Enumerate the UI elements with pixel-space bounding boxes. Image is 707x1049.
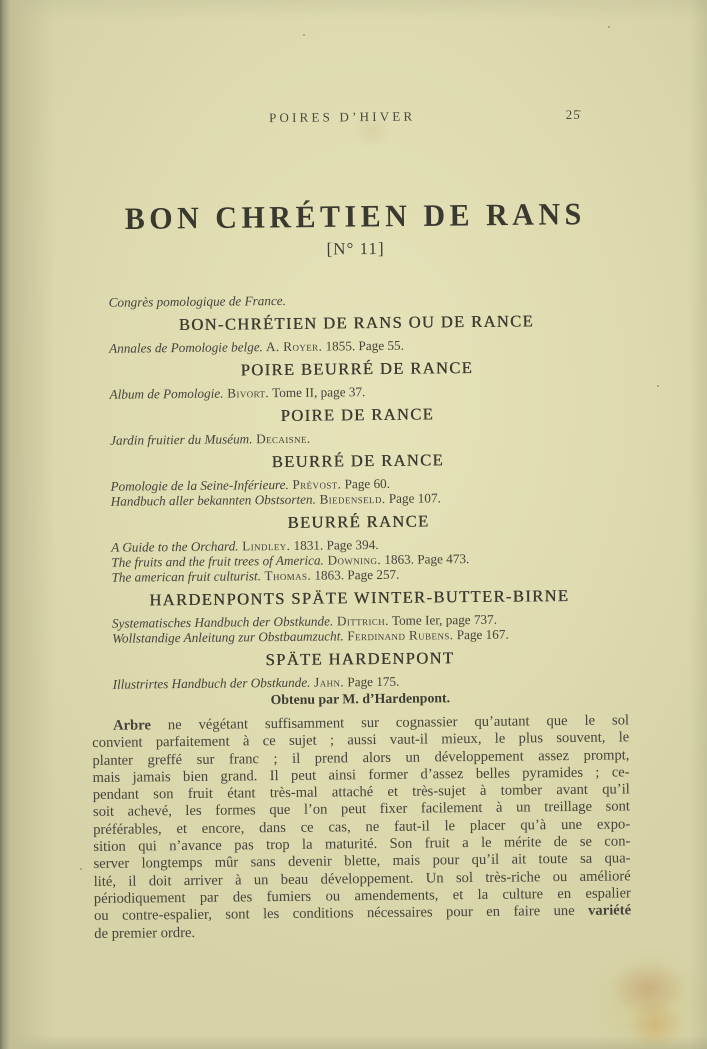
variety-title: BON CHRÉTIEN DE RANS	[124, 197, 586, 237]
synonym-heading: BEURRÉ RANCE	[287, 511, 430, 532]
text-segment: Dittrich.	[333, 612, 389, 629]
text-segment: 1863. Page 257.	[311, 566, 400, 583]
text-segment: variété	[588, 902, 632, 920]
text-segment: The fruits and the fruit trees of America.	[111, 552, 324, 570]
text-segment: soit achevé, les formes que l’on peut fixer facilement à un treillage sont	[92, 798, 631, 821]
text-segment: Biedenseld.	[315, 490, 386, 507]
text-segment: Page 167.	[453, 626, 509, 643]
synonym-heading: BON-CHRÉTIEN DE RANS OU DE RANCE	[178, 311, 535, 335]
text-segment: Pomologie de la Seine-Inférieure.	[110, 476, 289, 494]
synonym-heading: POIRE BEURRÉ DE RANCE	[240, 357, 474, 380]
text-segment: Thomas.	[260, 567, 312, 584]
synonym-reference	[89, 427, 626, 448]
paper-speck	[657, 385, 659, 387]
text-segment: Jardin fruitier du Muséum.	[110, 431, 253, 448]
text-segment: Tome Ier, page 737.	[388, 611, 498, 628]
synonym-heading: POIRE DE RANCE	[280, 404, 435, 425]
synonymy-list	[88, 289, 629, 710]
text-segment: Ferdinand Rubens.	[343, 627, 454, 644]
text-segment: ne végétant suffisamment sur cognassier qu’autant que le sol	[150, 712, 630, 734]
text-segment: sition qui n’avance pas trop la maturité. Son fruit a le mérite de se con-	[93, 833, 631, 856]
paper-speck	[608, 26, 610, 28]
text-segment: Bivort.	[223, 385, 270, 401]
text-segment: de premier ordre.	[94, 924, 196, 942]
text-segment: Downing.	[323, 551, 382, 568]
text-segment: Album de Pomologie.	[109, 385, 224, 402]
synonym-reference	[89, 381, 626, 402]
text-segment: Wollstandige Anleitung zur Obstbaumzucht.	[112, 628, 344, 646]
text-segment: The american fruit culturist.	[111, 568, 262, 585]
running-header	[86, 106, 623, 130]
page-content	[86, 106, 632, 942]
text-segment: Systematisches Handbuch der Obstkunde.	[111, 613, 334, 631]
synonym-reference	[88, 289, 625, 310]
text-segment: Prévost.	[288, 476, 342, 492]
text-segment: Page 107.	[385, 490, 441, 506]
text-segment: préférables, et encore, dans ce cas, ne faut-il le placer qu’à une expo-	[93, 816, 631, 838]
text-segment: convient parfaitement à ce sujet ; aussi vaut-il mieux, le plus souvent, le	[92, 729, 630, 752]
text-segment: Congrès pomologique de France.	[108, 292, 286, 310]
running-header-title: POIRES D’HIVER	[268, 108, 416, 126]
text-segment: Page 60.	[341, 475, 391, 492]
text-segment: Annales de Pomologie belge.	[109, 339, 264, 356]
text-segment: ou contre-espalier, sont les conditions nécessaires pour en faire une	[93, 903, 589, 925]
text-segment: Lindley.	[238, 537, 291, 554]
synonym-reference	[88, 335, 625, 356]
text-segment: mais jamais bien grand. Il peut ainsi former d’assez belles pyramides ; ce-	[92, 764, 630, 786]
text-segment: A Guide to the Orchard.	[111, 538, 239, 555]
text-segment: A. Royer.	[262, 338, 323, 355]
text-segment: Decaisne.	[252, 430, 311, 447]
text-segment: lité, il doit arriver à un beau développement. Un sol très-riche ou amélioré	[93, 868, 631, 890]
synonym-heading: SPÄTE HARDENPONT	[265, 648, 455, 670]
text-segment: 1831. Page 394.	[290, 536, 379, 553]
text-segment: Handbuch aller bekannten Obstsorten.	[110, 491, 316, 509]
page-number: 25	[565, 106, 581, 122]
text-segment: Illustrirtes Handbuch der Obstkunde.	[112, 674, 311, 692]
text-segment: planter greffé sur franc ; il prend alors un développement assez prompt,	[92, 746, 630, 769]
synonym-heading: BEURRÉ DE RANCE	[271, 450, 445, 472]
origin-line: Obtenu par M. d’Hardenpont.	[270, 690, 451, 708]
variety-number: [N° 11]	[326, 238, 385, 259]
text-segment: pendant son fruit étant très-mal attaché et très-sujet à tomber avant qu’il	[92, 781, 630, 804]
paper-speck	[303, 34, 305, 36]
text-segment: 1863. Page 473.	[380, 551, 470, 567]
text-segment: Jahn.	[310, 674, 345, 690]
text-segment: server longtemps mûr sans devenir blette, mais pour qu’il ait toute sa qua-	[93, 850, 631, 873]
body-paragraph	[92, 712, 631, 942]
text-segment: Arbre	[112, 717, 151, 734]
synonym-heading: HARDENPONTS SPÄTE WINTER-BUTTER-BIRNE	[149, 585, 570, 610]
text-segment: Tome II, page 37.	[268, 384, 366, 401]
text-segment: Page 175.	[343, 673, 400, 690]
text-segment: périodiquement par des fumiers ou amendements, et la culture en espalier	[93, 885, 631, 907]
paper-speck	[80, 868, 82, 870]
text-segment: 1855. Page 55.	[322, 337, 404, 354]
